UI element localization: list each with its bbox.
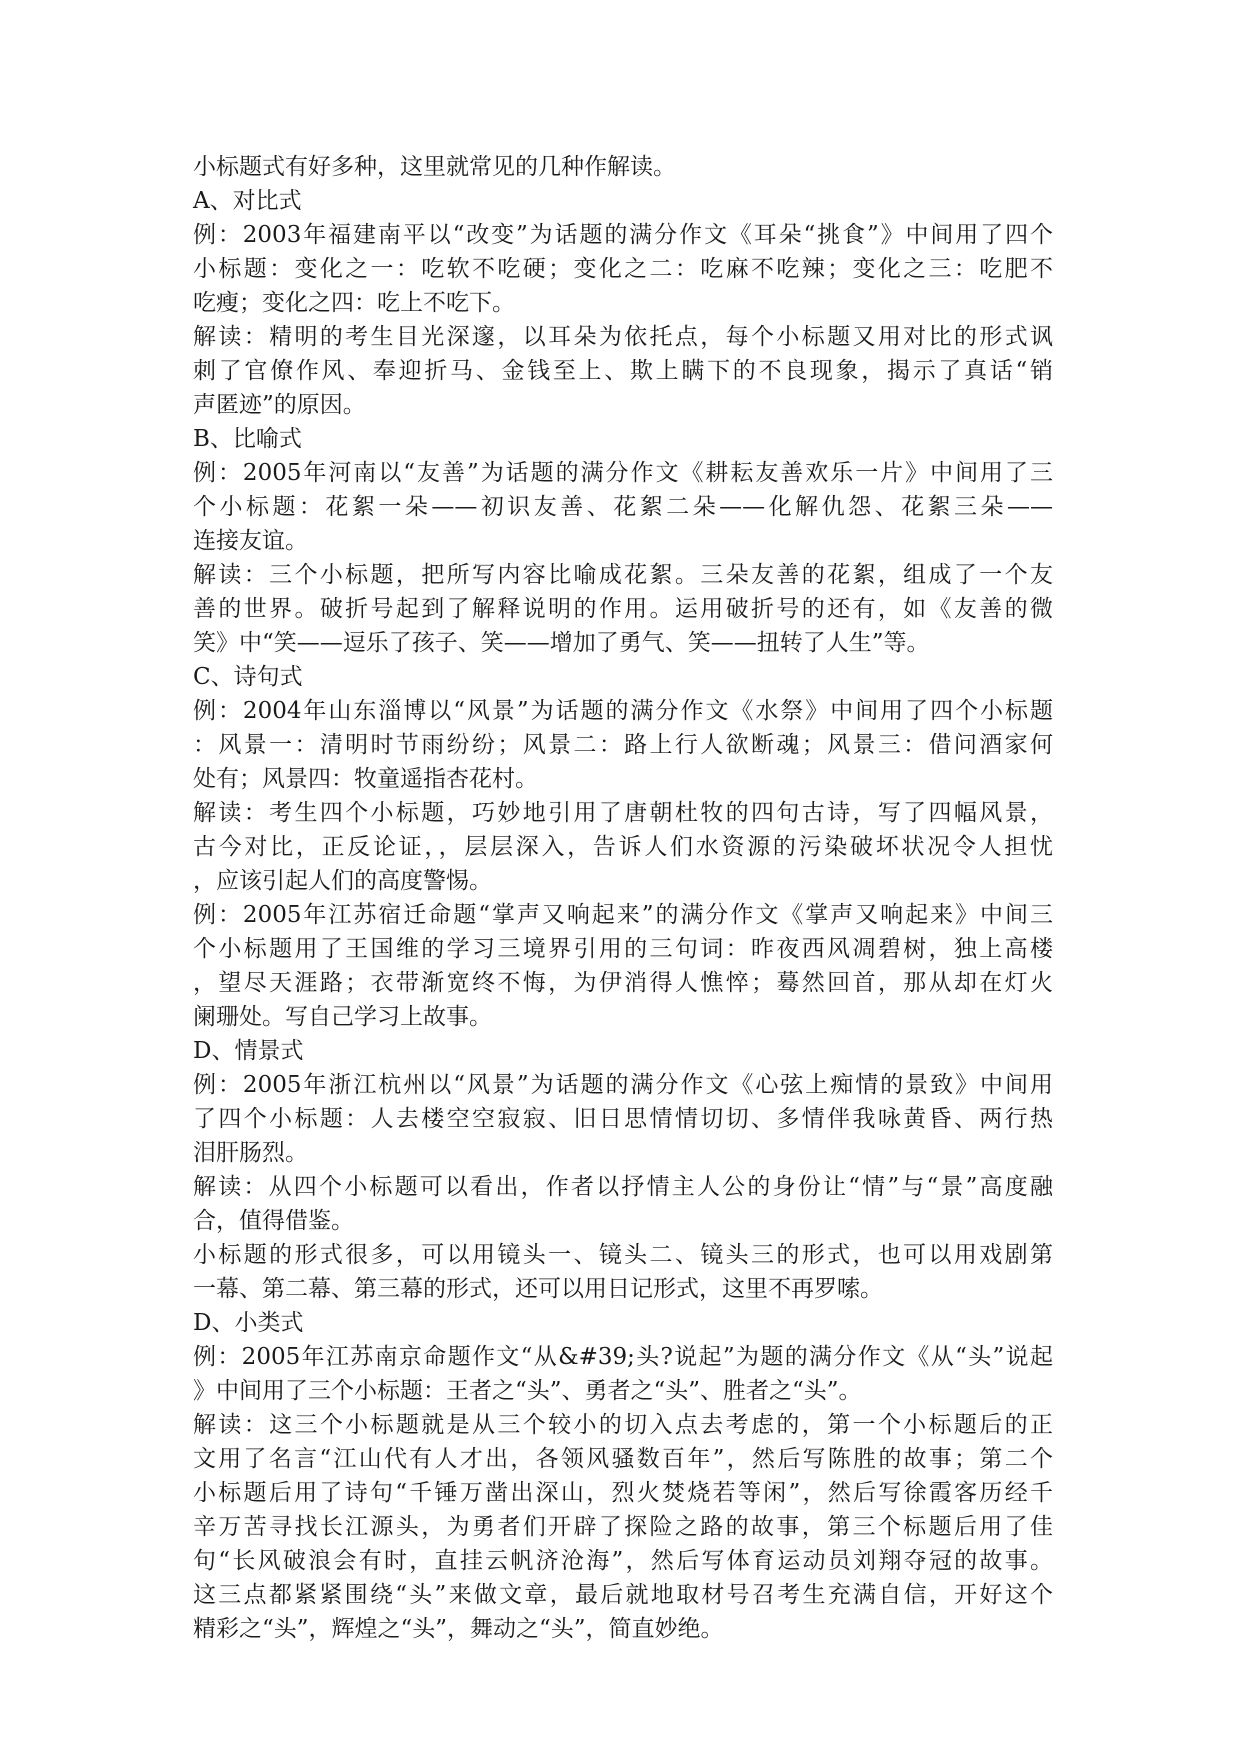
text-line: 解读：考生四个小标题，巧妙地引用了唐朝杜牧的四句古诗，写了四幅风景， [193, 800, 1053, 826]
section-heading-c: C、诗句式 [193, 664, 303, 690]
text-line: 解读：这三个小标题就是从三个较小的切入点去考虑的，第一个小标题后的正 [193, 1412, 1053, 1438]
text-line: 连接友谊。 [193, 528, 308, 554]
text-line: 阑珊处。写自己学习上故事。 [193, 1004, 492, 1030]
text-line: 句“长风破浪会有时，直挂云帆济沧海”，然后写体育运动员刘翔夺冠的故事。 [193, 1548, 1053, 1574]
text-line: 》中间用了三个小标题：王者之“头”、勇者之“头”、胜者之“头”。 [193, 1378, 862, 1404]
text-line: 笑》中“笑——逗乐了孩子、笑——增加了勇气、笑——扭转了人生”等。 [193, 630, 930, 656]
text-line: 个小标题用了王国维的学习三境界引用的三句词：昨夜西风凋碧树，独上高楼 [193, 936, 1053, 962]
text-line: 例：2005年江苏宿迁命题“掌声又响起来”的满分作文《掌声又响起来》中间三 [193, 902, 1053, 928]
intro-line: 小标题式有好多种，这里就常见的几种作解读。 [193, 154, 676, 180]
text-line: 精彩之“头”，辉煌之“头”，舞动之“头”，简直妙绝。 [193, 1616, 724, 1642]
text-line: 了四个小标题：人去楼空空寂寂、旧日思情情切切、多情伴我咏黄昏、两行热 [193, 1106, 1053, 1132]
text-line: 声匿迹”的原因。 [193, 392, 366, 418]
text-line: 善的世界。破折号起到了解释说明的作用。运用破折号的还有，如《友善的微 [193, 596, 1053, 622]
text-line: 解读：三个小标题，把所写内容比喻成花絮。三朵友善的花絮，组成了一个友 [193, 562, 1053, 588]
text-line: 小标题的形式很多，可以用镜头一、镜头二、镜头三的形式，也可以用戏剧第 [193, 1242, 1053, 1268]
section-heading-d2: D、小类式 [193, 1310, 304, 1336]
text-line: ，应该引起人们的高度警惕。 [193, 868, 492, 894]
text-line: ，望尽天涯路；衣带渐宽终不悔，为伊消得人憔悴；蓦然回首，那从却在灯火 [193, 970, 1053, 996]
text-line: 小标题：变化之一：吃软不吃硬；变化之二：吃麻不吃辣；变化之三：吃肥不 [193, 256, 1053, 282]
text-line: 解读：精明的考生目光深邃，以耳朵为依托点，每个小标题又用对比的形式讽 [193, 324, 1053, 350]
text-line: 合，值得借鉴。 [193, 1208, 354, 1234]
text-line: 例：2005年河南以“友善”为话题的满分作文《耕耘友善欢乐一片》中间用了三 [193, 460, 1053, 486]
text-line: 例：2004年山东淄博以“风景”为话题的满分作文《水祭》中间用了四个小标题 [193, 698, 1053, 724]
section-heading-a: A、对比式 [193, 188, 302, 214]
text-line: ：风景一：清明时节雨纷纷；风景二：路上行人欲断魂；风景三：借问酒家何 [193, 732, 1053, 758]
text-line: 例：2005年江苏南京命题作文“从&#39;头?说起”为题的满分作文《从“头”说起 [193, 1344, 1053, 1370]
text-line: 个小标题：花絮一朵——初识友善、花絮二朵——化解仇怨、花絮三朵—— [193, 494, 1053, 520]
text-line: 一幕、第二幕、第三幕的形式，还可以用日记形式，这里不再罗嗦。 [193, 1276, 883, 1302]
text-line: 吃瘦；变化之四：吃上不吃下。 [193, 290, 515, 316]
text-line: 处有；风景四：牧童遥指杏花村。 [193, 766, 538, 792]
text-line: 辛万苦寻找长江源头，为勇者们开辟了探险之路的故事，第三个标题后用了佳 [193, 1514, 1053, 1540]
text-line: 小标题后用了诗句“千锤万凿出深山，烈火焚烧若等闲”，然后写徐霞客历经千 [193, 1480, 1053, 1506]
section-heading-d: D、情景式 [193, 1038, 304, 1064]
document-body [193, 150, 1053, 1646]
text-line: 刺了官僚作风、奉迎折马、金钱至上、欺上瞒下的不良现象，揭示了真话“销 [193, 358, 1053, 384]
text-line: 古今对比，正反论证，，层层深入，告诉人们水资源的污染破坏状况令人担忧 [193, 834, 1053, 860]
text-line: 例：2003年福建南平以“改变”为话题的满分作文《耳朵“挑食”》中间用了四个 [193, 222, 1053, 248]
text-line: 例：2005年浙江杭州以“风景”为话题的满分作文《心弦上痴情的景致》中间用 [193, 1072, 1053, 1098]
text-line: 文用了名言“江山代有人才出，各领风骚数百年”，然后写陈胜的故事；第二个 [193, 1446, 1053, 1472]
text-line: 解读：从四个小标题可以看出，作者以抒情主人公的身份让“情”与“景”高度融 [193, 1174, 1053, 1200]
text-line: 泪肝肠烈。 [193, 1140, 308, 1166]
section-heading-b: B、比喻式 [193, 426, 302, 452]
text-line: 这三点都紧紧围绕“头”来做文章，最后就地取材号召考生充满自信，开好这个 [193, 1582, 1053, 1608]
